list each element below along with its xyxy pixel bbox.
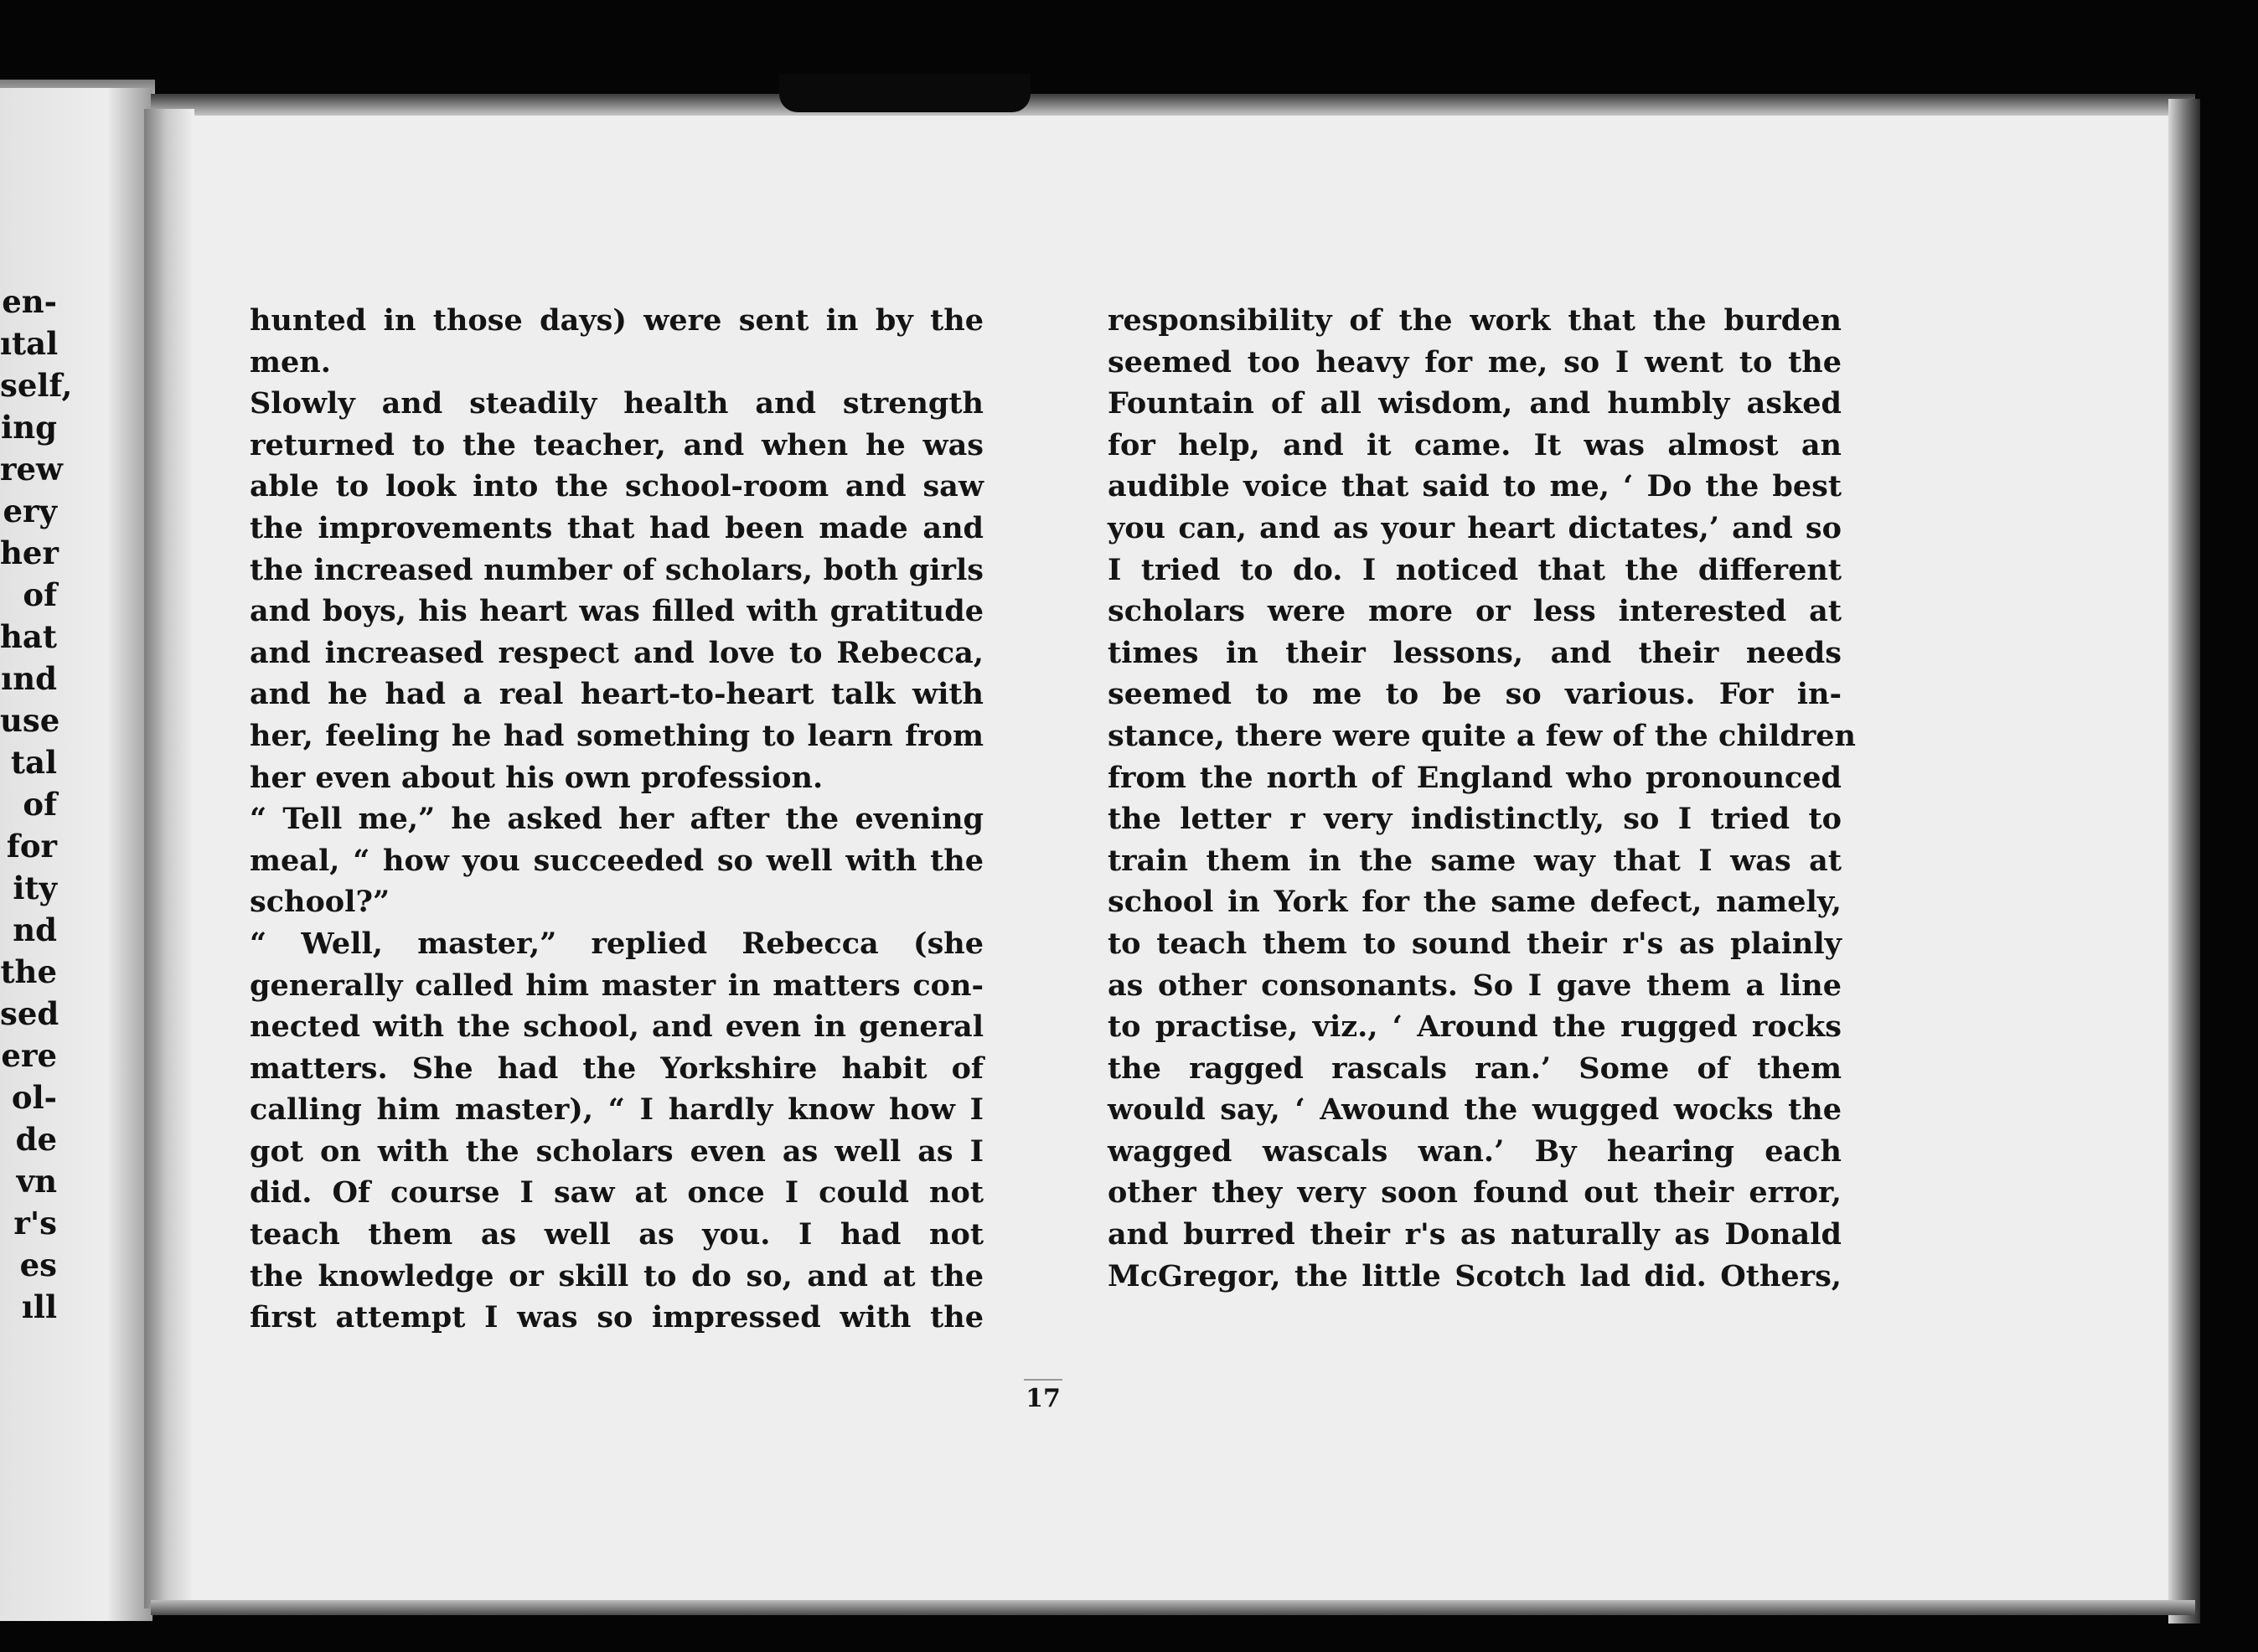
text-line: and burred their r's as naturally as Donald [1108,1217,1842,1252]
left-page-fragment: use [0,702,60,739]
text-line: school?” [250,885,390,920]
text-line: school in York for the same defect, namely, [1108,885,1842,920]
left-page-fragment: of [23,576,57,613]
text-line: men. [250,344,331,379]
text-line: train them in the same way that I was at [1108,843,1842,878]
left-page-fragment: ere [1,1037,57,1074]
text-line: would say, ‘ Awound the wugged wocks the [1108,1092,1842,1128]
scanner-clip [779,74,1031,112]
text-line: matters. She had the Yorkshire habit of [250,1051,984,1086]
page-number: 17 [1026,1384,1061,1413]
text-line: you can, and as your heart dictates,’ and so [1108,510,1842,545]
text-line: to teach them to sound their r's as plainly [1108,926,1842,961]
text-line: got on with the scholars even as well as I [250,1133,984,1169]
text-line: other they very soon found out their error, [1108,1175,1842,1211]
text-line: I tried to do. I noticed that the different [1108,552,1842,587]
left-page-fragment: for [6,828,57,865]
page-number-rule [1024,1379,1062,1381]
left-page-fragment: ity [13,870,57,906]
left-text-column [250,300,984,1339]
left-page-fragment: hat [0,618,57,655]
left-page-fragment: r's [13,1205,57,1242]
left-page-fragment: vn [16,1163,57,1200]
text-line: her even about his own profession. [250,760,824,795]
text-line: and boys, his heart was filled with gratitude [250,594,984,629]
left-page-fragment: de [15,1121,57,1158]
left-page-fragment: ing [1,409,57,446]
left-page-fragment: ıll [21,1288,57,1325]
left-page-fragment: the [0,953,57,990]
text-line: Slowly and steadily health and strength [250,386,984,421]
text-line: generally called him master in matters con- [250,968,984,1003]
text-line: McGregor, the little Scotch lad did. Others, [1108,1258,1842,1293]
left-page-text-fragments [0,281,73,1328]
left-page-fragment: self, [0,367,73,404]
text-line: to practise, viz., ‘ Around the rugged rocks [1108,1009,1842,1045]
left-page-fragment: rew [0,451,63,488]
right-text-column [1108,300,1856,1297]
text-line: scholars were more or less interested at [1108,594,1842,629]
text-line: teach them as well as you. I had not [250,1217,984,1252]
text-line: and increased respect and love to Rebecca, [250,635,984,670]
book-bottom-rim [151,1600,2195,1615]
text-line: able to look into the school-room and saw [250,469,984,504]
text-line: “ Well, master,” replied Rebecca (she [250,926,984,961]
text-line: calling him master), “ I hardly know how I [250,1092,984,1128]
text-line: the improvements that had been made and [250,510,984,545]
text-line: the ragged rascals ran.’ Some of them [1108,1051,1842,1086]
text-line: the knowledge or skill to do so, and at the [250,1258,984,1293]
left-page-fragment: ery [3,493,57,529]
left-page-fragment: es [19,1247,57,1283]
book-gutter [144,109,194,1608]
text-line: nected with the school, and even in general [250,1009,984,1045]
text-line: times in their lessons, and their needs [1108,635,1842,670]
right-page-edge [2168,99,2200,1624]
text-line: did. Of course I saw at once I could not [250,1175,984,1211]
text-line: “ Tell me,” he asked her after the evening [250,802,984,837]
text-line: first attempt I was so impressed with the [250,1300,984,1335]
text-line: wagged wascals wan.’ By hearing each [1108,1133,1842,1169]
text-line: Fountain of all wisdom, and humbly asked [1108,386,1842,421]
left-page-fragment: her [0,534,59,571]
text-line: responsibility of the work that the burden [1108,303,1842,338]
text-line: the increased number of scholars, both girls [250,552,984,587]
left-page-fragment: ol- [11,1079,57,1116]
text-line: hunted in those days) were sent in by the [250,303,984,338]
text-line: the letter r very indistinctly, so I tried to [1108,802,1842,837]
left-page-fragment: sed [0,995,59,1032]
text-line: seemed too heavy for me, so I went to the [1108,344,1842,379]
text-line: and he had a real heart-to-heart talk with [250,677,984,712]
left-page-fragment: nd [13,911,57,948]
left-page-fragment: ınd [1,660,57,697]
text-line: from the north of England who pronounced [1108,760,1842,795]
text-line: stance, there were quite a few of the children [1108,718,1856,753]
text-line: audible voice that said to me, ‘ Do the best [1108,469,1842,504]
left-page-fragment: of [23,786,57,823]
text-line: for help, and it came. It was almost an [1108,427,1842,462]
left-page-fragment: tal [10,744,57,781]
text-line: her, feeling he had something to learn from [250,718,984,753]
text-line: meal, “ how you succeeded so well with the [250,843,984,878]
text-line: returned to the teacher, and when he was [250,427,984,462]
text-line: seemed to me to be so various. For in- [1108,677,1842,712]
left-page-fragment: en- [2,283,57,320]
left-page-fragment: ıtal [0,325,59,362]
text-line: as other consonants. So I gave them a line [1108,968,1842,1003]
